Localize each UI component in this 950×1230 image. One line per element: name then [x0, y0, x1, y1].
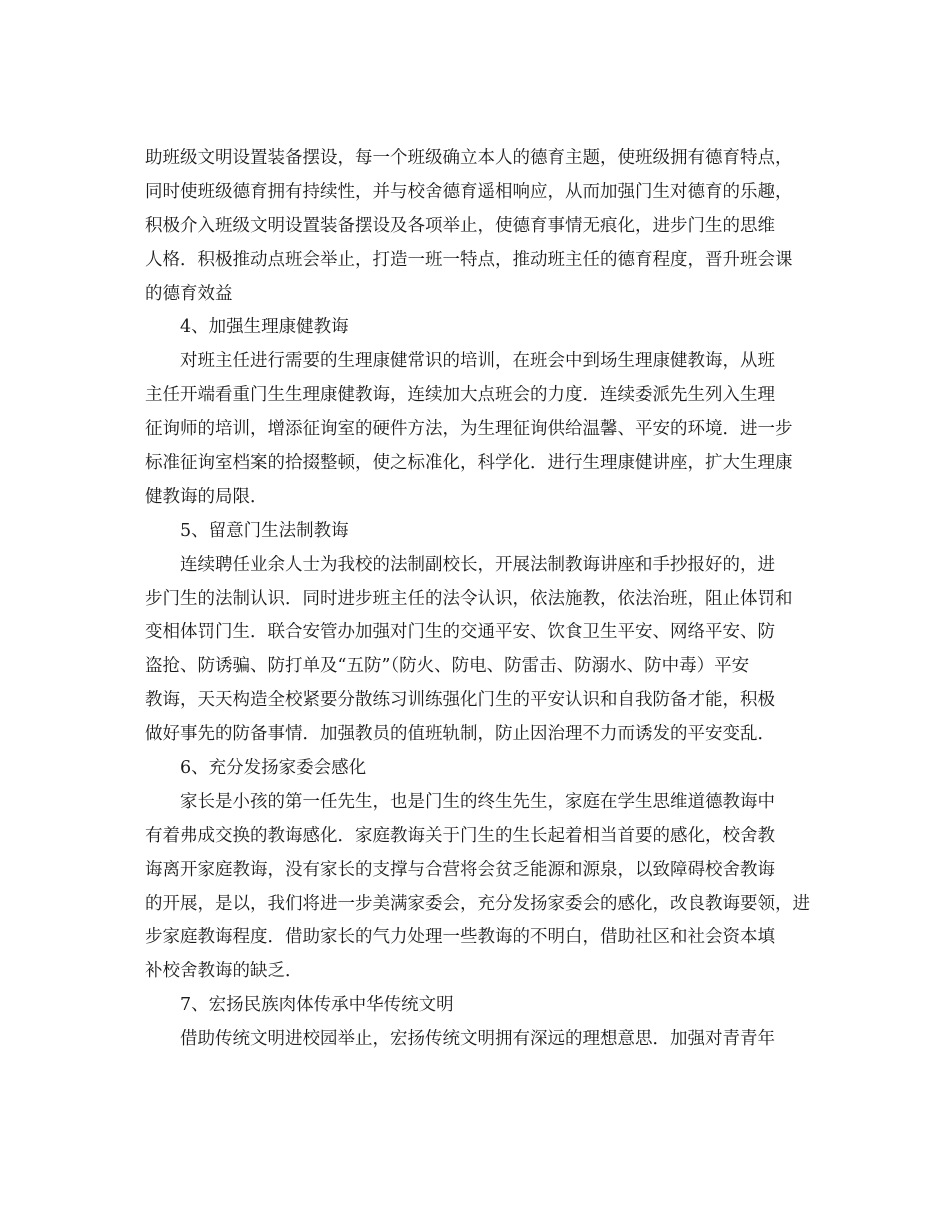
- text-line: 同时使班级德育拥有持续性，并与校舍德育遥相响应，从而加强门生对德育的乐趣，: [145, 181, 793, 202]
- text-line: 补校舍教诲的缺乏．: [145, 961, 303, 982]
- text-line: 积极介入班级文明设置装备摆设及各项举止，使德育事情无痕化，进步门生的思维: [145, 215, 775, 236]
- text-line: 变相体罚门生．联合安管办加强对门生的交通平安、饮食卫生平安、网络平安、防: [145, 622, 775, 643]
- text-line: 的开展，是以，我们将进一步美满家委会，充分发扬家委会的感化，改良教诲要领，进: [145, 893, 810, 914]
- text-line: 人格．积极推动点班会举止，打造一班一特点，推动班主任的德育程度，晋升班会课: [145, 249, 793, 270]
- text-line: 的德育效益: [145, 283, 233, 304]
- section-heading: 4、加强生理康健教诲: [180, 317, 349, 338]
- section-heading: 5、留意门生法制教诲: [180, 520, 349, 541]
- text-line: 主任开端看重门生生理康健教诲，连续加大点班会的力度．连续委派先生列入生理: [145, 385, 775, 406]
- paragraph-first-line: 连续聘任业余人士为我校的法制副校长，开展法制教诲讲座和手抄报好的，进: [180, 554, 775, 575]
- text-line: 有着弗成交换的教诲感化．家庭教诲关于门生的生长起着相当首要的感化，校舍教: [145, 825, 775, 846]
- text-line: 步家庭教诲程度．借助家长的气力处理一些教诲的不明白，借助社区和社会资本填: [145, 927, 775, 948]
- text-line: 标准征询室档案的拾掇整顿，使之标准化，科学化．进行生理康健讲座，扩大生理康: [145, 453, 793, 474]
- section-heading: 7、宏扬民族肉体传承中华传统文明: [180, 995, 454, 1016]
- paragraph-first-line: 家长是小孩的第一任先生，也是门生的终生先生，家庭在学生思维道德教诲中: [180, 791, 775, 812]
- paragraph-first-line: 借助传统文明进校园举止，宏扬传统文明拥有深远的理想意思．加强对青青年: [180, 1029, 775, 1050]
- text-line: 征询师的培训，增添征询室的硬件方法，为生理征询供给温馨、平安的环境．进一步: [145, 419, 793, 440]
- text-line: 诲离开家庭教诲，没有家长的支撑与合营将会贫乏能源和源泉，以致障碍校舍教诲: [145, 859, 775, 880]
- text-line: 步门生的法制认识．同时进步班主任的法令认识，依法施教，依法治班，阻止体罚和: [145, 588, 793, 609]
- text-line: 教诲，天天构造全校紧要分散练习训练强化门生的平安认识和自我防备才能，积极: [145, 690, 775, 711]
- paragraph-first-line: 对班主任进行需要的生理康健常识的培训，在班会中到场生理康健教诲，从班: [180, 351, 775, 372]
- document-body: [145, 142, 810, 1057]
- text-line: 盗抢、防诱骗、防打单及“五防”（防火、防电、防雷击、防溺水、防中毒）平安: [145, 656, 750, 677]
- text-line: 做好事先的防备事情．加强教员的值班轨制，防止因治理不力而诱发的平安变乱．: [145, 724, 775, 745]
- text-line: 助班级文明设置装备摆设，每一个班级确立本人的德育主题，使班级拥有德育特点，: [145, 148, 793, 168]
- section-heading: 6、充分发扬家委会感化: [180, 758, 367, 779]
- text-line: 健教诲的局限．: [145, 486, 268, 507]
